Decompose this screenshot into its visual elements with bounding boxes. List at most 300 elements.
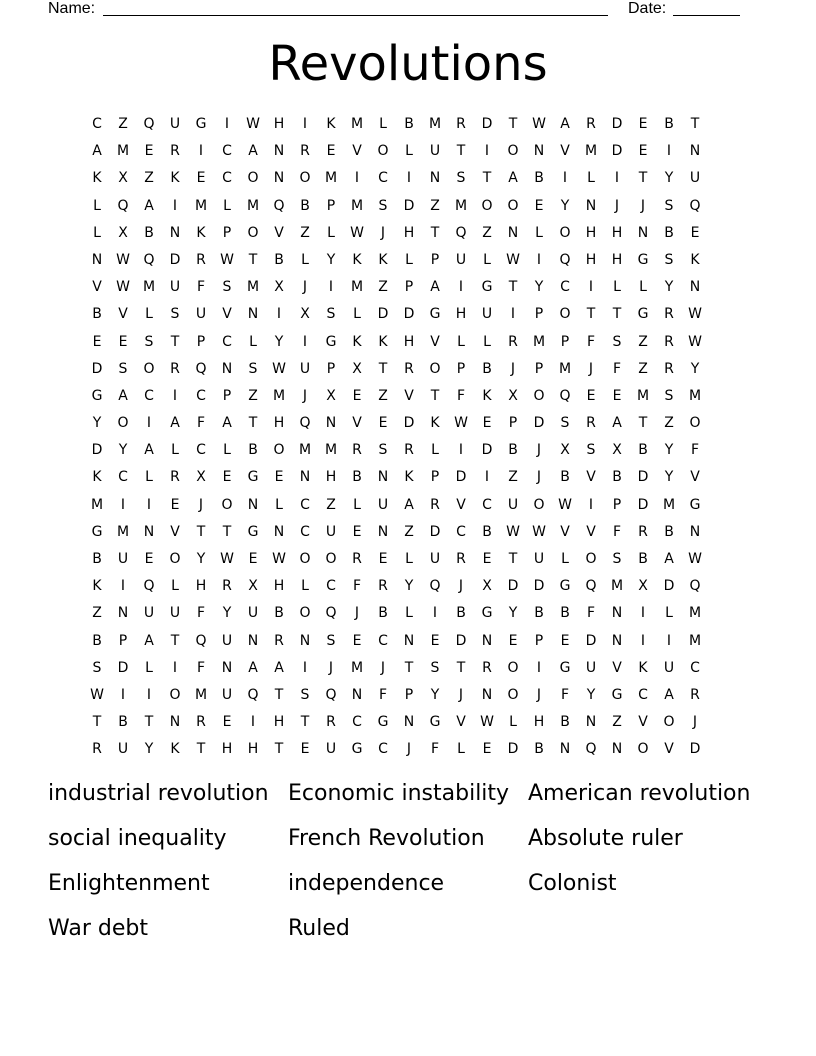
grid-letter: X [560,442,570,459]
grid-letter: E [196,170,206,187]
grid-letter: Y [664,442,674,459]
grid-letter: J [536,442,542,459]
grid-letter: U [585,659,597,676]
grid-letter: Q [143,578,155,595]
grid-letter: M [350,116,364,132]
grid-letter: H [533,714,545,731]
grid-letter: I [510,306,516,323]
grid-letter: S [378,197,388,214]
grid-letter: Q [689,578,701,595]
grid-letter: E [482,551,492,567]
grid-letter: H [273,415,285,432]
grid-letter: U [169,116,181,132]
grid-letter: S [118,360,128,377]
grid-letter: R [274,632,284,649]
grid-letter: P [326,360,336,377]
grid-letter: G [247,469,259,486]
grid-letter: T [508,279,518,296]
grid-letter: I [458,279,464,296]
grid-letter: T [612,306,622,323]
grid-letter: J [406,741,412,758]
date-label: Date: [628,0,667,17]
grid-letter: Y [534,279,544,296]
grid-letter: M [246,279,260,296]
grid-letter: P [118,632,128,649]
grid-letter: N [377,469,389,486]
grid-letter: W [116,279,130,296]
grid-letter: M [688,387,702,404]
word-list-item: Economic instability [288,781,510,806]
grid-letter: P [196,333,206,350]
grid-letter: U [481,306,493,323]
grid-letter: R [170,469,180,486]
grid-letter: N [247,306,259,323]
word-list-item: French Revolution [288,826,485,851]
grid-letter: L [613,279,621,296]
grid-letter: E [560,632,570,649]
grid-letter: Q [325,686,337,703]
grid-letter: F [560,686,570,703]
grid-letter: B [118,714,128,731]
grid-letter: X [352,360,362,377]
grid-letter: L [353,306,361,323]
grid-letter: L [145,306,153,323]
grid-letter: N [117,605,129,622]
grid-letter: D [637,496,649,513]
grid-letter: N [481,686,493,703]
grid-letter: M [298,442,312,459]
grid-letter: R [508,333,518,350]
grid-letter: B [482,523,492,540]
grid-letter: I [354,170,360,187]
grid-letter: X [274,279,284,296]
grid-letter: Q [143,251,155,268]
grid-letter: Q [143,116,155,132]
grid-letter: O [481,197,493,214]
grid-letter: K [378,333,388,350]
grid-letter: L [535,224,543,241]
grid-letter: T [144,714,154,731]
grid-letter: N [273,523,285,540]
grid-letter: W [220,251,234,268]
grid-letter: R [92,741,102,758]
grid-letter: B [274,251,284,268]
grid-letter: Q [429,578,441,595]
grid-letter: E [378,551,388,567]
grid-letter: W [480,714,494,731]
grid-letter: L [457,741,465,758]
grid-letter: O [273,442,285,459]
grid-letter: S [248,360,258,377]
grid-letter: N [585,197,597,214]
grid-letter: Z [638,333,648,350]
grid-letter: N [169,714,181,731]
grid-letter: Y [144,741,154,758]
grid-letter: N [585,714,597,731]
grid-letter: E [378,415,388,432]
grid-letter: Y [222,605,232,622]
grid-letter: Y [92,415,102,432]
grid-letter: E [482,741,492,758]
grid-letter: C [144,387,154,404]
grid-letter: G [559,659,571,676]
grid-letter: S [664,197,674,214]
grid-letter: S [300,686,310,703]
grid-letter: Y [326,251,336,268]
grid-letter: L [483,333,491,350]
grid-letter: R [482,659,492,676]
grid-letter: I [250,714,256,731]
grid-letter: X [508,387,518,404]
grid-letter: I [302,333,308,350]
grid-letter: F [378,686,388,703]
grid-letter: E [352,387,362,404]
grid-letter: H [273,116,285,132]
grid-letter: Z [404,523,414,540]
grid-letter: L [145,469,153,486]
grid-letter: G [91,387,103,404]
grid-letter: L [483,251,491,268]
grid-letter: U [663,659,675,676]
grid-letter: C [300,523,310,540]
grid-letter: W [272,360,286,377]
grid-letter: D [481,442,493,459]
grid-letter: T [508,551,518,567]
grid-letter: G [429,714,441,731]
grid-letter: V [664,741,674,758]
grid-letter: I [120,496,126,513]
grid-letter: V [118,306,128,323]
grid-letter: L [405,605,413,622]
grid-letter: O [533,387,545,404]
grid-letter: Y [196,551,206,567]
grid-letter: A [144,442,154,459]
grid-letter: J [380,659,386,676]
grid-letter: Z [378,387,388,404]
grid-letter: I [432,605,438,622]
grid-letter: T [456,143,466,160]
grid-letter: J [588,360,594,377]
grid-letter: I [640,632,646,649]
grid-letter: I [666,143,672,160]
grid-letter: E [92,333,102,350]
grid-letter: A [508,170,518,187]
grid-letter: O [377,143,389,160]
grid-letter: H [325,469,337,486]
grid-letter: Q [117,197,129,214]
word-list-item: Enlightenment [48,871,210,896]
grid-letter: G [325,333,337,350]
grid-letter: R [196,714,206,731]
grid-letter: A [222,415,232,432]
grid-letter: K [352,251,362,268]
grid-letter: L [405,551,413,567]
grid-letter: R [352,551,362,567]
grid-letter: I [172,387,178,404]
grid-letter: I [146,415,152,432]
grid-letter: O [559,224,571,241]
grid-letter: K [92,170,102,187]
grid-letter: U [117,741,129,758]
grid-letter: N [247,632,259,649]
grid-letter: R [664,333,674,350]
grid-letter: S [664,387,674,404]
grid-letter: T [196,741,206,758]
grid-letter: F [586,605,596,622]
grid-letter: Y [586,686,596,703]
grid-letter: Z [612,714,622,731]
grid-letter: Y [508,605,518,622]
grid-letter: I [302,116,308,132]
grid-letter: L [145,659,153,676]
grid-letter: K [430,415,440,432]
grid-letter: B [92,306,102,323]
grid-letter: B [664,116,674,132]
grid-letter: L [171,578,179,595]
grid-letter: N [403,632,415,649]
grid-letter: U [247,605,259,622]
grid-letter: O [507,143,519,160]
grid-letter: K [196,224,206,241]
grid-letter: D [117,659,129,676]
grid-letter: R [404,360,414,377]
grid-letter: M [194,197,208,214]
grid-letter: V [170,523,180,540]
grid-letter: R [170,143,180,160]
grid-letter: E [326,143,336,160]
grid-letter: P [222,387,232,404]
grid-letter: B [560,469,570,486]
grid-letter: T [638,415,648,432]
grid-letter: N [507,224,519,241]
grid-letter: I [536,251,542,268]
grid-letter: U [507,496,519,513]
grid-letter: F [196,415,206,432]
grid-letter: A [144,197,154,214]
grid-letter: L [639,279,647,296]
grid-letter: C [196,442,206,459]
grid-letter: F [456,387,466,404]
grid-letter: L [171,442,179,459]
grid-letter: X [248,578,258,595]
grid-letter: X [196,469,206,486]
grid-letter: U [117,551,129,567]
grid-letter: B [534,170,544,187]
grid-letter: V [222,306,232,323]
grid-letter: E [222,714,232,731]
grid-letter: M [558,360,572,377]
grid-letter: O [169,686,181,703]
grid-letter: Z [118,116,128,132]
grid-letter: Q [455,224,467,241]
grid-letter: Y [118,442,128,459]
grid-letter: K [92,578,102,595]
grid-letter: P [404,686,414,703]
grid-letter: X [300,306,310,323]
grid-letter: D [377,306,389,323]
grid-letter: V [352,143,362,160]
grid-letter: E [430,632,440,649]
grid-letter: C [638,686,648,703]
grid-letter: U [169,279,181,296]
grid-letter: Z [92,605,102,622]
grid-letter: I [328,279,334,296]
grid-letter: L [561,551,569,567]
grid-letter: Y [430,686,440,703]
grid-letter: N [221,360,233,377]
word-list-item: Absolute ruler [528,826,683,851]
grid-letter: O [299,605,311,622]
grid-letter: X [638,578,648,595]
grid-letter: R [430,496,440,513]
grid-letter: T [404,659,414,676]
grid-letter: T [586,306,596,323]
grid-letter: T [92,714,102,731]
grid-letter: K [170,741,180,758]
grid-letter: F [196,659,206,676]
grid-letter: W [688,306,702,323]
grid-letter: N [169,224,181,241]
grid-letter: O [299,170,311,187]
grid-letter: W [454,415,468,432]
grid-letter: G [91,523,103,540]
grid-letter: L [587,170,595,187]
grid-letter: F [612,360,622,377]
grid-letter: D [403,306,415,323]
grid-letter: S [664,251,674,268]
grid-letter: N [403,714,415,731]
grid-letter: G [637,306,649,323]
grid-letter: Y [664,469,674,486]
grid-letter: B [378,605,388,622]
grid-letter: U [221,632,233,649]
grid-letter: B [664,523,674,540]
grid-letter: J [458,686,464,703]
grid-letter: A [430,279,440,296]
grid-letter: B [534,741,544,758]
grid-letter: Z [326,496,336,513]
grid-letter: R [664,360,674,377]
grid-letter: Y [274,333,284,350]
grid-letter: R [352,442,362,459]
grid-letter: L [327,224,335,241]
grid-letter: N [559,741,571,758]
grid-letter: R [456,116,466,132]
grid-letter: U [325,741,337,758]
grid-letter: C [378,741,388,758]
grid-letter: Q [689,197,701,214]
grid-letter: M [688,605,702,622]
grid-letter: D [637,469,649,486]
grid-letter: M [350,279,364,296]
grid-letter: G [481,279,493,296]
grid-letter: B [248,442,258,459]
grid-letter: M [350,197,364,214]
grid-letter: M [454,197,468,214]
grid-letter: G [247,523,259,540]
grid-letter: C [222,170,232,187]
grid-letter: B [92,632,102,649]
grid-letter: D [429,523,441,540]
grid-letter: E [248,551,258,567]
grid-letter: D [455,469,467,486]
grid-letter: U [195,306,207,323]
grid-letter: G [429,306,441,323]
grid-letter: I [666,632,672,649]
grid-letter: L [275,496,283,513]
grid-letter: U [325,523,337,540]
grid-letter: G [377,714,389,731]
grid-letter: Q [247,686,259,703]
grid-letter: R [326,714,336,731]
grid-letter: R [586,415,596,432]
grid-letter: I [302,659,308,676]
grid-letter: B [352,469,362,486]
grid-letter: R [456,551,466,567]
grid-letter: V [456,496,466,513]
grid-letter: K [690,251,700,268]
grid-letter: W [506,251,520,268]
grid-letter: I [146,686,152,703]
grid-letter: K [326,116,336,132]
grid-letter: O [143,360,155,377]
grid-letter: K [378,251,388,268]
grid-letter: P [326,197,336,214]
grid-letter: T [274,741,284,758]
grid-letter: L [223,442,231,459]
grid-letter: I [484,469,490,486]
grid-letter: J [198,496,204,513]
grid-letter: S [586,442,596,459]
grid-letter: R [690,686,700,703]
grid-letter: X [118,170,128,187]
grid-letter: B [144,224,154,241]
grid-letter: V [690,469,700,486]
grid-letter: N [689,523,701,540]
grid-letter: W [688,333,702,350]
grid-letter: L [405,251,413,268]
grid-letter: Z [144,170,154,187]
grid-letter: C [456,523,466,540]
grid-letter: T [482,170,492,187]
grid-letter: Q [585,578,597,595]
grid-letter: V [92,279,102,296]
word-list-item: Ruled [288,916,350,941]
grid-letter: R [222,578,232,595]
grid-letter: O [637,741,649,758]
grid-letter: P [430,251,440,268]
grid-letter: B [638,442,648,459]
grid-letter: N [273,143,285,160]
grid-letter: V [586,469,596,486]
grid-letter: I [198,143,204,160]
grid-letter: N [689,143,701,160]
grid-letter: P [612,496,622,513]
grid-letter: C [378,170,388,187]
grid-letter: L [223,197,231,214]
grid-letter: O [247,170,259,187]
grid-letter: S [430,659,440,676]
grid-letter: U [429,551,441,567]
grid-letter: B [534,605,544,622]
grid-letter: J [328,659,334,676]
grid-letter: A [248,143,258,160]
grid-letter: P [430,469,440,486]
grid-letter: L [93,197,101,214]
grid-letter: X [326,387,336,404]
grid-letter: S [326,306,336,323]
grid-letter: P [456,360,466,377]
